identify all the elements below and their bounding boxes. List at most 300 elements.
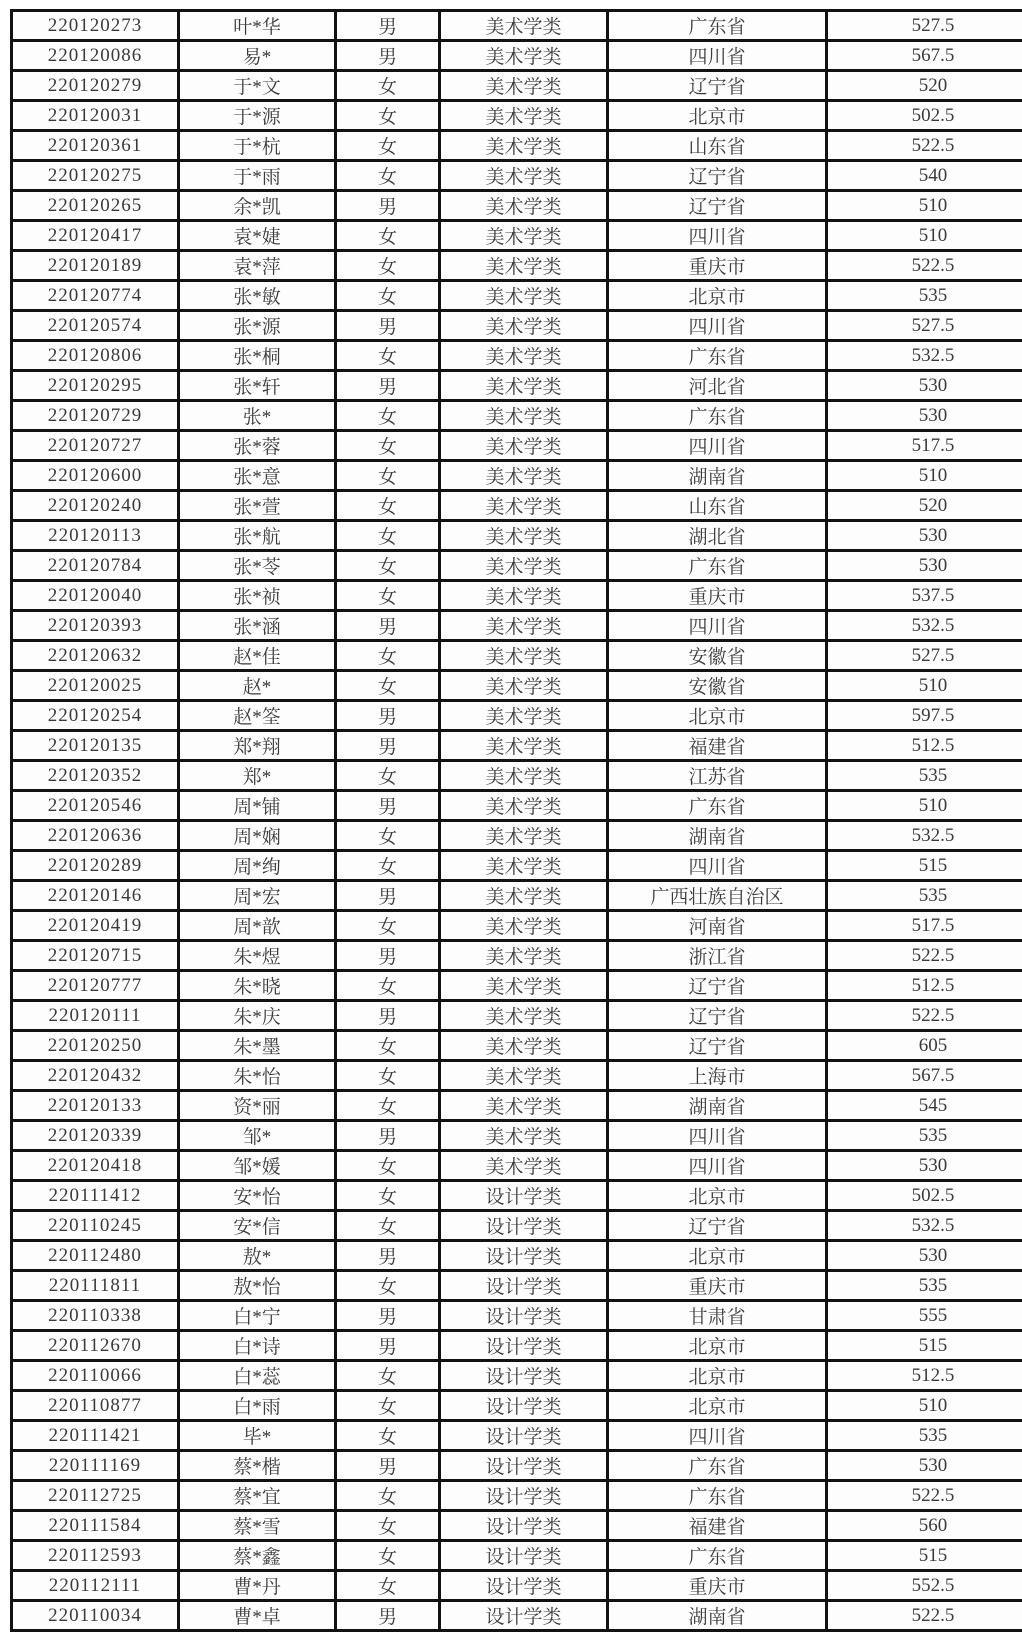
cell-score: 535 <box>827 1271 1022 1301</box>
cell-category: 设计学类 <box>440 1481 608 1511</box>
cell-category: 设计学类 <box>440 1511 608 1541</box>
cell-gender: 女 <box>336 221 440 251</box>
cell-id: 220120417 <box>12 221 179 251</box>
cell-province: 福建省 <box>608 1511 827 1541</box>
cell-gender: 女 <box>336 1061 440 1091</box>
cell-gender: 女 <box>336 821 440 851</box>
cell-id: 220120289 <box>12 851 179 881</box>
cell-score: 502.5 <box>827 1181 1022 1211</box>
cell-province: 重庆市 <box>608 581 827 611</box>
cell-id: 220111421 <box>12 1421 179 1451</box>
cell-province: 四川省 <box>608 221 827 251</box>
cell-id: 220120806 <box>12 341 179 371</box>
cell-category: 美术学类 <box>440 941 608 971</box>
table-row <box>12 311 1022 341</box>
cell-province: 广东省 <box>608 1451 827 1481</box>
cell-name: 敖* <box>179 1241 336 1271</box>
cell-gender: 女 <box>336 1031 440 1061</box>
cell-score: 510 <box>827 221 1022 251</box>
table-row <box>12 371 1022 401</box>
cell-province: 安徽省 <box>608 641 827 671</box>
cell-score: 530 <box>827 1451 1022 1481</box>
cell-score: 510 <box>827 461 1022 491</box>
table-row <box>12 791 1022 821</box>
cell-category: 美术学类 <box>440 551 608 581</box>
cell-province: 广东省 <box>608 401 827 431</box>
cell-province: 四川省 <box>608 1151 827 1181</box>
table-row <box>12 1181 1022 1211</box>
cell-province: 广东省 <box>608 1481 827 1511</box>
cell-category: 美术学类 <box>440 821 608 851</box>
cell-id: 220120574 <box>12 311 179 341</box>
table-row <box>12 701 1022 731</box>
cell-gender: 男 <box>336 1301 440 1331</box>
cell-score: 527.5 <box>827 11 1022 41</box>
cell-id: 220120240 <box>12 491 179 521</box>
table-row <box>12 1451 1022 1481</box>
cell-province: 北京市 <box>608 1181 827 1211</box>
cell-name: 朱*晓 <box>179 971 336 1001</box>
cell-province: 重庆市 <box>608 1271 827 1301</box>
cell-name: 郑*翔 <box>179 731 336 761</box>
cell-score: 530 <box>827 521 1022 551</box>
cell-name: 张*祯 <box>179 581 336 611</box>
cell-name: 周*娴 <box>179 821 336 851</box>
cell-id: 220120273 <box>12 11 179 41</box>
cell-category: 美术学类 <box>440 311 608 341</box>
cell-id: 220112480 <box>12 1241 179 1271</box>
cell-id: 220110877 <box>12 1391 179 1421</box>
cell-gender: 女 <box>336 911 440 941</box>
table-row <box>12 671 1022 701</box>
cell-province: 河南省 <box>608 911 827 941</box>
cell-category: 美术学类 <box>440 641 608 671</box>
table-row <box>12 761 1022 791</box>
table-row <box>12 1361 1022 1391</box>
cell-category: 美术学类 <box>440 371 608 401</box>
cell-score: 532.5 <box>827 341 1022 371</box>
cell-score: 535 <box>827 1421 1022 1451</box>
cell-name: 白*雨 <box>179 1391 336 1421</box>
cell-province: 湖南省 <box>608 461 827 491</box>
cell-province: 北京市 <box>608 701 827 731</box>
cell-category: 美术学类 <box>440 521 608 551</box>
table-row <box>12 581 1022 611</box>
cell-category: 美术学类 <box>440 1001 608 1031</box>
cell-name: 赵*佳 <box>179 641 336 671</box>
cell-name: 袁*萍 <box>179 251 336 281</box>
cell-province: 重庆市 <box>608 251 827 281</box>
cell-category: 美术学类 <box>440 1121 608 1151</box>
cell-score: 520 <box>827 71 1022 101</box>
cell-gender: 男 <box>336 611 440 641</box>
cell-category: 设计学类 <box>440 1541 608 1571</box>
cell-name: 蔡*雪 <box>179 1511 336 1541</box>
cell-category: 美术学类 <box>440 581 608 611</box>
table-row <box>12 1001 1022 1031</box>
cell-score: 517.5 <box>827 911 1022 941</box>
table-row <box>12 221 1022 251</box>
cell-category: 美术学类 <box>440 131 608 161</box>
cell-name: 白*宁 <box>179 1301 336 1331</box>
cell-id: 220120784 <box>12 551 179 581</box>
cell-name: 张*源 <box>179 311 336 341</box>
cell-name: 朱*煜 <box>179 941 336 971</box>
cell-category: 美术学类 <box>440 1031 608 1061</box>
cell-category: 设计学类 <box>440 1331 608 1361</box>
cell-name: 邹*媛 <box>179 1151 336 1181</box>
table-row <box>12 1541 1022 1571</box>
cell-score: 522.5 <box>827 251 1022 281</box>
cell-id: 220120275 <box>12 161 179 191</box>
cell-category: 美术学类 <box>440 1151 608 1181</box>
cell-name: 赵*筌 <box>179 701 336 731</box>
cell-score: 532.5 <box>827 821 1022 851</box>
cell-category: 设计学类 <box>440 1301 608 1331</box>
cell-category: 设计学类 <box>440 1361 608 1391</box>
table-row <box>12 1331 1022 1361</box>
cell-category: 设计学类 <box>440 1241 608 1271</box>
cell-id: 220120774 <box>12 281 179 311</box>
table-row <box>12 821 1022 851</box>
cell-province: 广东省 <box>608 341 827 371</box>
cell-province: 广东省 <box>608 551 827 581</box>
table-row <box>12 551 1022 581</box>
cell-gender: 女 <box>336 461 440 491</box>
cell-gender: 女 <box>336 1391 440 1421</box>
cell-gender: 男 <box>336 41 440 71</box>
cell-name: 安*信 <box>179 1211 336 1241</box>
table-row <box>12 1241 1022 1271</box>
table-row <box>12 971 1022 1001</box>
cell-name: 郑* <box>179 761 336 791</box>
table-row <box>12 71 1022 101</box>
cell-id: 220120133 <box>12 1091 179 1121</box>
cell-score: 567.5 <box>827 1061 1022 1091</box>
cell-score: 540 <box>827 161 1022 191</box>
results-table <box>10 9 1022 1632</box>
cell-name: 周*宏 <box>179 881 336 911</box>
cell-province: 北京市 <box>608 281 827 311</box>
cell-province: 四川省 <box>608 1421 827 1451</box>
cell-id: 220120600 <box>12 461 179 491</box>
table-row <box>12 401 1022 431</box>
cell-gender: 男 <box>336 1241 440 1271</box>
table-row <box>12 11 1022 41</box>
cell-category: 设计学类 <box>440 1421 608 1451</box>
cell-gender: 女 <box>336 161 440 191</box>
cell-province: 北京市 <box>608 101 827 131</box>
cell-score: 517.5 <box>827 431 1022 461</box>
cell-category: 设计学类 <box>440 1211 608 1241</box>
cell-name: 于*源 <box>179 101 336 131</box>
cell-name: 毕* <box>179 1421 336 1451</box>
cell-score: 545 <box>827 1091 1022 1121</box>
cell-score: 530 <box>827 1241 1022 1271</box>
cell-name: 易* <box>179 41 336 71</box>
table-row <box>12 1031 1022 1061</box>
cell-score: 530 <box>827 401 1022 431</box>
cell-gender: 女 <box>336 131 440 161</box>
table-row <box>12 461 1022 491</box>
cell-name: 周*铺 <box>179 791 336 821</box>
cell-category: 美术学类 <box>440 251 608 281</box>
table-row <box>12 1061 1022 1091</box>
cell-score: 560 <box>827 1511 1022 1541</box>
cell-category: 美术学类 <box>440 1061 608 1091</box>
cell-category: 美术学类 <box>440 41 608 71</box>
cell-score: 522.5 <box>827 1481 1022 1511</box>
cell-name: 白*蕊 <box>179 1361 336 1391</box>
table-row <box>12 1391 1022 1421</box>
table-row <box>12 731 1022 761</box>
cell-gender: 女 <box>336 851 440 881</box>
cell-gender: 女 <box>336 971 440 1001</box>
cell-category: 美术学类 <box>440 401 608 431</box>
cell-category: 美术学类 <box>440 341 608 371</box>
cell-id: 220120146 <box>12 881 179 911</box>
cell-gender: 女 <box>336 1271 440 1301</box>
cell-score: 515 <box>827 851 1022 881</box>
cell-province: 四川省 <box>608 41 827 71</box>
table-row <box>12 911 1022 941</box>
table-row <box>12 341 1022 371</box>
cell-name: 蔡*宜 <box>179 1481 336 1511</box>
cell-id: 220111412 <box>12 1181 179 1211</box>
cell-name: 袁*婕 <box>179 221 336 251</box>
cell-id: 220120632 <box>12 641 179 671</box>
cell-id: 220120339 <box>12 1121 179 1151</box>
cell-id: 220110034 <box>12 1601 179 1631</box>
cell-gender: 男 <box>336 1121 440 1151</box>
cell-id: 220120135 <box>12 731 179 761</box>
cell-name: 张* <box>179 401 336 431</box>
cell-gender: 男 <box>336 791 440 821</box>
cell-gender: 男 <box>336 1601 440 1631</box>
cell-gender: 男 <box>336 371 440 401</box>
cell-province: 辽宁省 <box>608 971 827 1001</box>
cell-score: 535 <box>827 281 1022 311</box>
cell-gender: 女 <box>336 71 440 101</box>
cell-category: 美术学类 <box>440 911 608 941</box>
cell-category: 美术学类 <box>440 491 608 521</box>
cell-gender: 男 <box>336 941 440 971</box>
cell-category: 美术学类 <box>440 881 608 911</box>
cell-id: 220111811 <box>12 1271 179 1301</box>
cell-province: 河北省 <box>608 371 827 401</box>
cell-gender: 女 <box>336 341 440 371</box>
cell-province: 辽宁省 <box>608 1001 827 1031</box>
cell-name: 安*怡 <box>179 1181 336 1211</box>
cell-province: 山东省 <box>608 491 827 521</box>
cell-province: 辽宁省 <box>608 161 827 191</box>
cell-category: 美术学类 <box>440 791 608 821</box>
cell-province: 辽宁省 <box>608 191 827 221</box>
table-row <box>12 1421 1022 1451</box>
cell-gender: 女 <box>336 1511 440 1541</box>
cell-gender: 女 <box>336 1481 440 1511</box>
cell-id: 220120250 <box>12 1031 179 1061</box>
cell-name: 白*诗 <box>179 1331 336 1361</box>
cell-score: 537.5 <box>827 581 1022 611</box>
cell-province: 湖北省 <box>608 521 827 551</box>
table-row <box>12 41 1022 71</box>
cell-gender: 女 <box>336 671 440 701</box>
cell-category: 美术学类 <box>440 1091 608 1121</box>
cell-province: 四川省 <box>608 1121 827 1151</box>
table-row <box>12 131 1022 161</box>
cell-id: 220120361 <box>12 131 179 161</box>
cell-id: 220111584 <box>12 1511 179 1541</box>
cell-name: 张*轩 <box>179 371 336 401</box>
table-row <box>12 941 1022 971</box>
cell-gender: 男 <box>336 11 440 41</box>
cell-id: 220120111 <box>12 1001 179 1031</box>
cell-gender: 女 <box>336 1211 440 1241</box>
cell-category: 美术学类 <box>440 71 608 101</box>
cell-category: 美术学类 <box>440 431 608 461</box>
cell-category: 美术学类 <box>440 461 608 491</box>
cell-score: 522.5 <box>827 1601 1022 1631</box>
cell-score: 535 <box>827 761 1022 791</box>
cell-id: 220120418 <box>12 1151 179 1181</box>
cell-score: 535 <box>827 881 1022 911</box>
cell-id: 220120189 <box>12 251 179 281</box>
cell-name: 邹* <box>179 1121 336 1151</box>
cell-gender: 男 <box>336 1001 440 1031</box>
cell-gender: 女 <box>336 1571 440 1601</box>
cell-gender: 女 <box>336 251 440 281</box>
cell-gender: 女 <box>336 521 440 551</box>
cell-id: 220120727 <box>12 431 179 461</box>
cell-category: 设计学类 <box>440 1571 608 1601</box>
cell-name: 赵* <box>179 671 336 701</box>
table-row <box>12 1481 1022 1511</box>
cell-province: 北京市 <box>608 1241 827 1271</box>
cell-province: 福建省 <box>608 731 827 761</box>
cell-id: 220111169 <box>12 1451 179 1481</box>
cell-province: 广东省 <box>608 11 827 41</box>
cell-id: 220120040 <box>12 581 179 611</box>
cell-score: 510 <box>827 671 1022 701</box>
cell-province: 广东省 <box>608 791 827 821</box>
cell-name: 蔡*鑫 <box>179 1541 336 1571</box>
cell-province: 湖南省 <box>608 1091 827 1121</box>
cell-score: 527.5 <box>827 641 1022 671</box>
cell-province: 四川省 <box>608 611 827 641</box>
cell-province: 北京市 <box>608 1331 827 1361</box>
cell-gender: 女 <box>336 281 440 311</box>
cell-score: 512.5 <box>827 971 1022 1001</box>
cell-score: 527.5 <box>827 311 1022 341</box>
cell-score: 552.5 <box>827 1571 1022 1601</box>
cell-province: 北京市 <box>608 1361 827 1391</box>
cell-category: 美术学类 <box>440 971 608 1001</box>
table-row <box>12 851 1022 881</box>
cell-province: 四川省 <box>608 851 827 881</box>
table-row <box>12 641 1022 671</box>
table-row <box>12 161 1022 191</box>
cell-gender: 女 <box>336 1541 440 1571</box>
cell-province: 广东省 <box>608 1541 827 1571</box>
cell-name: 曹*丹 <box>179 1571 336 1601</box>
cell-gender: 男 <box>336 1451 440 1481</box>
cell-id: 220112111 <box>12 1571 179 1601</box>
cell-score: 530 <box>827 1151 1022 1181</box>
cell-province: 四川省 <box>608 311 827 341</box>
cell-gender: 男 <box>336 311 440 341</box>
cell-province: 北京市 <box>608 1391 827 1421</box>
cell-id: 220120295 <box>12 371 179 401</box>
cell-province: 江苏省 <box>608 761 827 791</box>
cell-score: 512.5 <box>827 731 1022 761</box>
cell-gender: 女 <box>336 551 440 581</box>
cell-id: 220110338 <box>12 1301 179 1331</box>
table-row <box>12 191 1022 221</box>
cell-score: 530 <box>827 551 1022 581</box>
cell-province: 山东省 <box>608 131 827 161</box>
cell-category: 设计学类 <box>440 1601 608 1631</box>
cell-name: 余*凯 <box>179 191 336 221</box>
cell-name: 周*绚 <box>179 851 336 881</box>
cell-name: 资*丽 <box>179 1091 336 1121</box>
cell-name: 张*桐 <box>179 341 336 371</box>
cell-province: 重庆市 <box>608 1571 827 1601</box>
table-row <box>12 611 1022 641</box>
cell-category: 设计学类 <box>440 1391 608 1421</box>
cell-score: 510 <box>827 191 1022 221</box>
cell-category: 美术学类 <box>440 701 608 731</box>
cell-score: 520 <box>827 491 1022 521</box>
cell-score: 597.5 <box>827 701 1022 731</box>
cell-province: 广西壮族自治区 <box>608 881 827 911</box>
cell-name: 朱*怡 <box>179 1061 336 1091</box>
cell-score: 532.5 <box>827 611 1022 641</box>
cell-province: 四川省 <box>608 431 827 461</box>
table-row <box>12 101 1022 131</box>
cell-gender: 男 <box>336 191 440 221</box>
cell-category: 设计学类 <box>440 1271 608 1301</box>
cell-score: 535 <box>827 1121 1022 1151</box>
cell-gender: 女 <box>336 401 440 431</box>
cell-gender: 女 <box>336 761 440 791</box>
cell-id: 220120279 <box>12 71 179 101</box>
cell-id: 220120254 <box>12 701 179 731</box>
cell-category: 美术学类 <box>440 161 608 191</box>
cell-province: 甘肃省 <box>608 1301 827 1331</box>
cell-id: 220112670 <box>12 1331 179 1361</box>
cell-name: 于*雨 <box>179 161 336 191</box>
cell-category: 美术学类 <box>440 731 608 761</box>
table-row <box>12 1271 1022 1301</box>
cell-id: 220120025 <box>12 671 179 701</box>
cell-name: 张*意 <box>179 461 336 491</box>
cell-gender: 女 <box>336 641 440 671</box>
table-row <box>12 1571 1022 1601</box>
cell-score: 512.5 <box>827 1361 1022 1391</box>
cell-category: 美术学类 <box>440 191 608 221</box>
cell-category: 设计学类 <box>440 1451 608 1481</box>
cell-name: 敖*怡 <box>179 1271 336 1301</box>
cell-id: 220120086 <box>12 41 179 71</box>
cell-province: 湖南省 <box>608 1601 827 1631</box>
cell-province: 辽宁省 <box>608 71 827 101</box>
cell-score: 605 <box>827 1031 1022 1061</box>
cell-id: 220120729 <box>12 401 179 431</box>
cell-gender: 男 <box>336 731 440 761</box>
table-row <box>12 881 1022 911</box>
cell-province: 辽宁省 <box>608 1211 827 1241</box>
